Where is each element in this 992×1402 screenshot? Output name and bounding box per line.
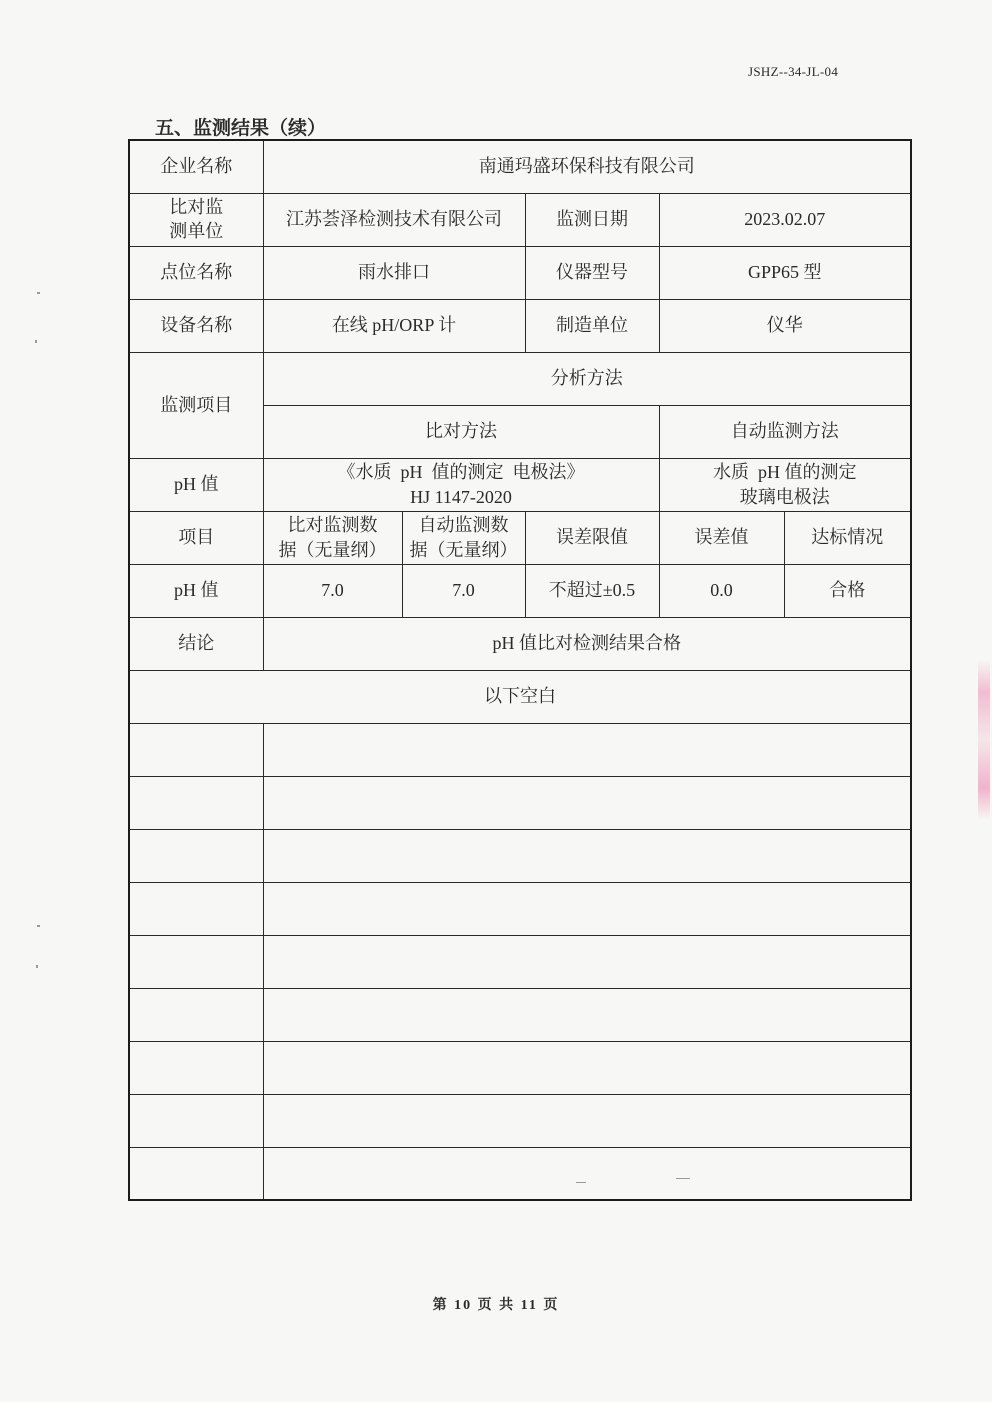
company-label: 企业名称: [129, 140, 263, 193]
conclusion-value: pH 值比对检测结果合格: [263, 617, 911, 670]
section-title: 五、监测结果（续）: [155, 118, 327, 139]
unit-label: 比对监测单位: [129, 193, 263, 246]
col-auto-header: 自动监测数 据（无量纲）: [402, 511, 525, 564]
col-error-header: 误差值: [659, 511, 784, 564]
col-item-header: 项目: [129, 511, 263, 564]
empty-row: [129, 829, 911, 882]
data-status-value: 合格: [784, 564, 911, 617]
data-error-value: 0.0: [659, 564, 784, 617]
scan-speck: [36, 965, 38, 968]
compare-method-line1: 《水质 pH 值的测定 电极法》: [337, 461, 585, 482]
scan-speck: [676, 1178, 690, 1179]
data-auto-value: 7.0: [402, 564, 525, 617]
date-value: 2023.02.07: [659, 193, 911, 246]
unit-value: 江苏荟泽检测技术有限公司: [263, 193, 525, 246]
scan-speck: [37, 925, 40, 927]
item-label: 监测项目: [129, 352, 263, 458]
table-row: [129, 458, 911, 511]
model-label: 仪器型号: [525, 246, 659, 299]
col-status-header: 达标情况: [784, 511, 911, 564]
ph-label: pH 值: [129, 458, 263, 511]
compare-method-value: [263, 458, 659, 511]
analysis-label: 分析方法: [263, 352, 911, 405]
blank-note: 以下空白: [129, 670, 911, 723]
compare-method-label: 比对方法: [263, 405, 659, 458]
company-value: 南通玛盛环保科技有限公司: [263, 140, 911, 193]
scan-speck: [576, 1182, 586, 1183]
auto-method-label: 自动监测方法: [659, 405, 911, 458]
table-row: [129, 511, 911, 564]
col-limit-header: 误差限值: [525, 511, 659, 564]
data-compare-value: 7.0: [263, 564, 402, 617]
auto-method-value: [659, 458, 911, 511]
table-row: [129, 193, 911, 246]
device-value: 在线 pH/ORP 计: [263, 299, 525, 352]
data-item: pH 值: [129, 564, 263, 617]
scan-speck: [37, 292, 40, 294]
auto-method-line2: 玻璃电极法: [739, 486, 830, 507]
auto-method-line1: 水质 pH 值的测定: [713, 461, 857, 482]
table-row: [129, 564, 911, 617]
maker-value: 仪华: [659, 299, 911, 352]
maker-label: 制造单位: [525, 299, 659, 352]
data-limit-value: 不超过±0.5: [525, 564, 659, 617]
point-label: 点位名称: [129, 246, 263, 299]
table-row: [129, 299, 911, 352]
empty-row: [129, 1094, 911, 1147]
empty-row: [129, 1147, 911, 1200]
table-row: [129, 670, 911, 723]
table-row: [129, 246, 911, 299]
empty-row: [129, 1041, 911, 1094]
conclusion-label: 结论: [129, 617, 263, 670]
model-value: GPP65 型: [659, 246, 911, 299]
point-value: 雨水排口: [263, 246, 525, 299]
col-compare-header: 比对监测数 据（无量纲）: [263, 511, 402, 564]
seal-stamp-edge: [978, 660, 990, 820]
empty-row: [129, 776, 911, 829]
date-label: 监测日期: [525, 193, 659, 246]
empty-row: [129, 988, 911, 1041]
monitoring-results-table: [128, 139, 912, 1201]
table-row: [129, 140, 911, 193]
document-code: JSHZ--34-JL-04: [748, 64, 839, 79]
compare-method-line2: HJ 1147-2020: [410, 486, 512, 507]
scan-speck: [35, 340, 37, 343]
table-row: [129, 352, 911, 405]
table-row: [129, 617, 911, 670]
empty-row: [129, 723, 911, 776]
device-label: 设备名称: [129, 299, 263, 352]
page-number: 第 10 页 共 11 页: [432, 1298, 560, 1313]
empty-row: [129, 935, 911, 988]
empty-row: [129, 882, 911, 935]
